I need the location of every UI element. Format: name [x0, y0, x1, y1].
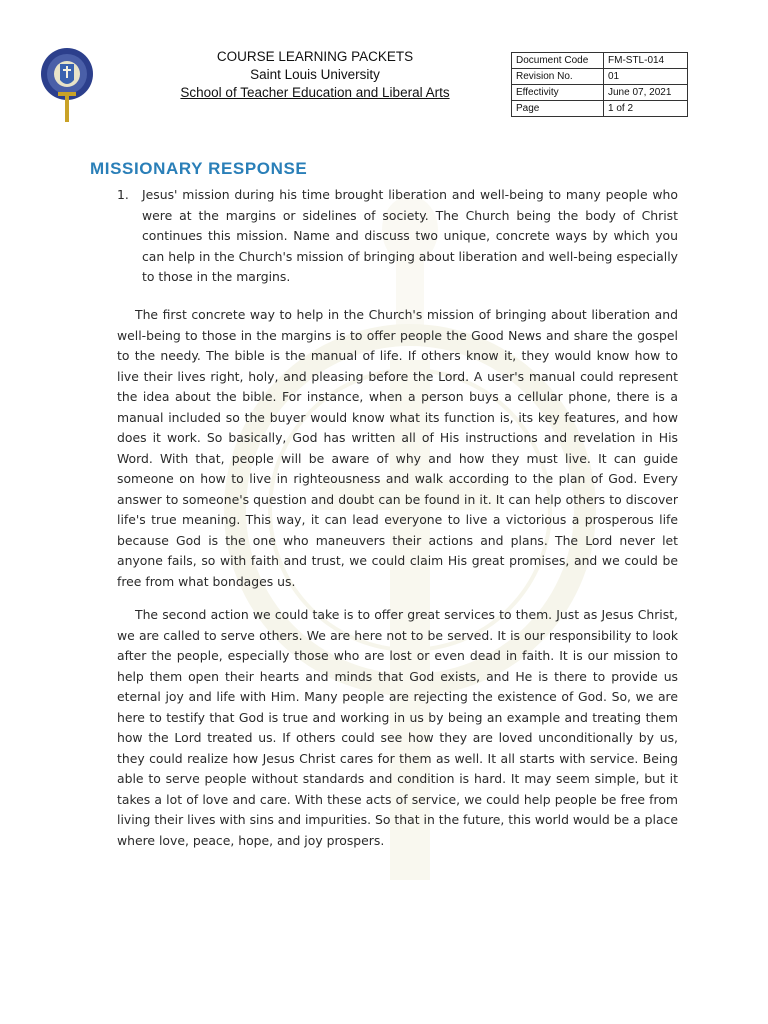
answer-paragraph-1: The first concrete way to help in the Church's mission of bringing about liberation and well-being to those in the margins is to offer people the Good News and share the gospel to the needy. The bible is the manual of life. If others know it, they would know how to live their lives right, holy, and pleasing before the Lord. A user's manual could represent the idea about the bible. For instance, when a person buys a cellular phone, there is a manual included so the buyer would know what its function is, its key features, and how does it work. So basically, God has written all of His instructions and revelation in His Word. With that, people will be aware of why and how they must live. It can guide someone on how to live in righteousness and walk according to the plan of God. Every answer to someone's question and doubt can be found in it. It can help others to discover life's true meaning. This way, it can lead everyone to live a victorious a prosperous life because God is the one who maneuvers their actions and plans. The Lord never let anyone fails, so with faith and trust, we could claim His great promises, and we could be free from what bondages us.: [117, 307, 678, 589]
header-school-name: School of Teacher Education and Liberal Arts: [180, 85, 450, 100]
doc-info-value: 01: [604, 69, 688, 85]
answer-paragraph-2: The second action we could take is to offer great services to them. Just as Jesus Christ, we are called to serve others. We are here not to be served. It is our responsibility to look after the people, especially those who are lost or even dead in faith. It is our mission to help them open their hearts and minds that God exists, and He is there to provide us eternal joy and life with Him. Many people are rejecting the existence of God. So, we are here to testify that God is true and working in us by being an example and treating them how the Lord treated us. If others could see how they are loved unconditionally by us, they could realize how Jesus Christ cares for them as well. It all starts with service. Being able to serve people without standards and condition is hard. It may seem simple, but it takes a lot of love and care. With these acts of service, we could help people be free from living their lives with sins and impurities. So that in the future, this world would be a place where love, peace, hope, and joy prospers.: [117, 607, 678, 848]
doc-info-row: [512, 53, 688, 69]
header-course-title: COURSE LEARNING PACKETS: [216, 49, 414, 64]
question-text: Jesus' mission during his time brought liberation and well-being to many people who were at the margins or sidelines of society. The Church being the body of Christ continues this mission. Name and discuss two unique, concrete ways by which you can help in the Church's mission of bringing about liberation and well-being especially to those in the margins.: [142, 187, 678, 284]
doc-info-label: Document Code: [512, 53, 604, 69]
question-number: 1.: [117, 187, 129, 202]
doc-info-value: June 07, 2021: [604, 85, 688, 101]
doc-info-row: [512, 85, 688, 101]
doc-info-label: Effectivity: [512, 85, 604, 101]
doc-info-label: Page: [512, 101, 604, 117]
doc-info-value: FM-STL-014: [604, 53, 688, 69]
doc-info-row: [512, 69, 688, 85]
document-info-table: [511, 52, 688, 117]
university-logo: [38, 44, 96, 124]
document-header: [130, 48, 500, 102]
section-title: MISSIONARY RESPONSE: [90, 159, 308, 178]
header-university-name: Saint Louis University: [250, 67, 380, 82]
doc-info-label: Revision No.: [512, 69, 604, 85]
doc-info-row: [512, 101, 688, 117]
doc-info-value: 1 of 2: [604, 101, 688, 117]
